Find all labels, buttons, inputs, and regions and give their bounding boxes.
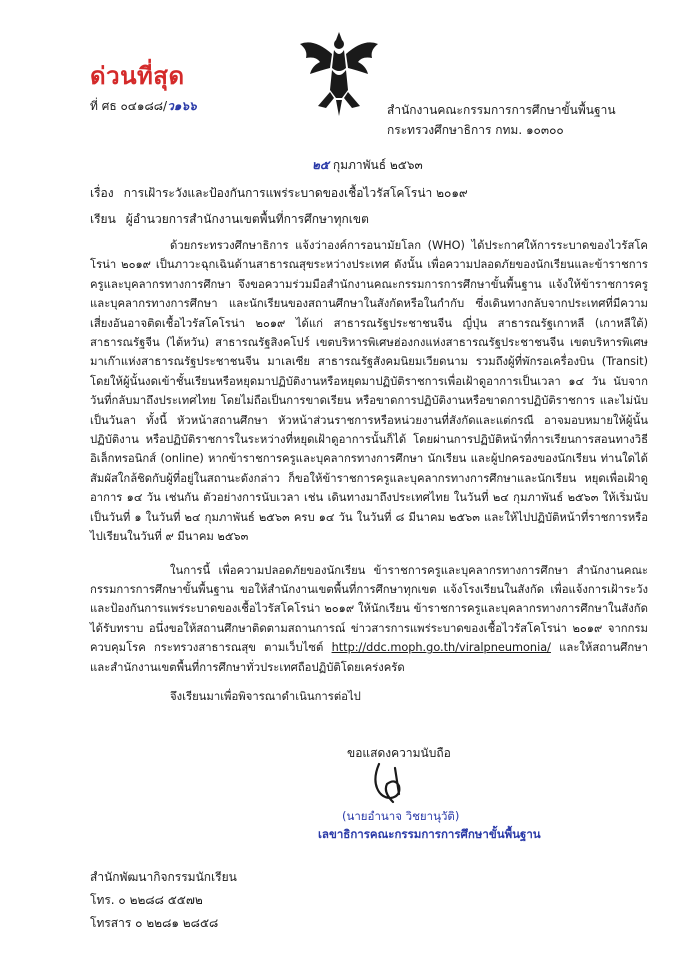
body-paragraph-2-text: ในการนี้ เพื่อความปลอดภัยของนักเรียน ข้าราชการครูและบุคลากรทางการศึกษา สำนักงานคณะกรรมการการศึกษาขั้นพื้นฐาน ขอให้สำนักงานเขตพื้นที่การศึกษาทุกเขต แจ้งโรงเรียนในสังกัด เพื่อแจ้งการเฝ้าระวังและป้องกันการแพร่ระบาดของเชื้อไวรัสโคโรน่า ๒๐๑๙ ให้นักเรียน ข้าราชการครูและบุคลากรทางการศึกษาในสังกัดได้รับทราบ อนึ่งขอให้สถานศึกษาติดตามสถานการณ์ ข่าวสารการแพร่ระบาดของเชื้อไวรัสโคโรน่า ๒๐๑๙ จากกรมควบคุมโรค กระทรวงสาธารณสุข ตามเว็บไซต์ — [90, 563, 648, 655]
subject-text: การเฝ้าระวังและป้องกันการแพร่ระบาดของเชื้อไวรัสโคโรน่า ๒๐๑๙ — [123, 186, 468, 200]
body-paragraph-1: ด้วยกระทรวงศึกษาธิการ แจ้งว่าองค์การอนามัยโลก (WHO) ได้ประกาศให้การระบาดของไวรัสโคโรน่า ๒๐๑๙ เป็นภาวะฉุกเฉินด้านสาธารณสุขระหว่างประเทศ ดังนั้น เพื่อความปลอดภัยของนักเรียนและข้าราชการครูและบุคลากรทางการศึกษา จึงขอความร่วมมือสำนักงานคณะกรรมการการศึกษาขั้นพื้นฐาน แจ้งให้ข้าราชการครูและบุคลากรทางการศึกษา และนักเรียนของสถานศึกษาในสังกัดหรือในกำกับ ซึ่งเดินทางกลับจากประเทศที่มีความเสี่ยงอันอาจติดเชื้อไวรัสโคโรน่า ๒๐๑๙ ได้แก่ สาธารณรัฐประชาชนจีน ญี่ปุ่น สาธารณรัฐเกาหลี (เกาหลีใต้) สาธารณรัฐจีน (ไต้หวัน) สาธารณรัฐสิงคโปร์ เขตบริหารพิเศษฮ่องกงแห่งสาธารณรัฐประชาชนจีน เขตบริหารพิเศษมาเก๊าแห่งสาธารณรัฐประชาชนจีน มาเลเซีย สาธารณรัฐสังคมนิยมเวียดนาม รวมถึงผู้ที่พักรอเครื่องบิน (Transit) โดยให้ผู้นั้นงดเข้าชั้นเรียนหรือหยุดมาปฏิบัติงานหรือหยุดมาปฏิบัติราชการเพื่อเฝ้าดูอาการเป็นเวลา ๑๔ วัน นับจากวันที่กลับมาถึงประเทศไทย โดยไม่ถือเป็นการขาดเรียน หรือขาดการปฏิบัติงานหรือขาดการปฏิบัติราชการ และไม่นับเป็นวันลา ทั้งนี้ หัวหน้าสถานศึกษา หัวหน้าส่วนราชการหรือหน่วยงานที่สังกัดและแต่กรณี อาจมอบหมายให้ผู้นั้นปฏิบัติงาน หรือปฏิบัติราชการในระหว่างที่หยุดเฝ้าดูอาการนั้นก็ได้ โดยผ่านการปฏิบัติหน้าที่การเรียนการสอนทางวิธีอิเล็กทรอนิกส์ (online) หากข้าราชการครูและบุคลากรทางการศึกษา นักเรียน และผู้ปกครองของนักเรียน ท่านใดได้สัมผัสใกล้ชิดกับผู้ที่อยู่ในสถานะดังกล่าว ก็ขอให้ข้าราชการครูและบุคลากรทางการศึกษาและนักเรียน หยุดเพื่อเฝ้าดูอาการ ๑๔ วัน เช่นกัน ตัวอย่างการนับเวลา เช่น เดินทางมาถึงประเทศไทย ในวันที่ ๒๔ กุมภาพันธ์ ๒๕๖๓ ให้เริ่มนับเป็นวันที่ ๑ ในวันที่ ๒๔ กุมภาพันธ์ ๒๕๖๓ ครบ ๑๔ วัน ในวันที่ ๘ มีนาคม ๒๕๖๓ และให้ไปปฏิบัติหน้าที่ราชการหรือไปเรียนในวันที่ ๙ มีนาคม ๒๕๖๓ — [90, 239, 648, 544]
ddc-website-link[interactable]: http://ddc.moph.go.th/viralpneumonia/ — [331, 641, 551, 655]
body-paragraph-2-end: และให้สถานศึกษาและสำนักงานเขตพื้นที่การศึกษาทั่วประเทศถือปฏิบัติโดยเคร่งครัด — [90, 641, 648, 674]
reference-number — [90, 97, 197, 116]
date-day: ๒๕ — [312, 158, 329, 172]
agency-address — [387, 100, 667, 140]
subject-label: เรื่อง — [90, 186, 114, 200]
reference-prefix: ที่ ศธ ๐๔๑๘๘/ — [90, 99, 168, 113]
recipient-text: ผู้อำนวยการสำนักงานเขตพื้นที่การศึกษาทุกเขต — [125, 212, 369, 226]
garuda-emblem-icon — [296, 28, 382, 118]
handwritten-signature-icon — [365, 758, 425, 808]
date-month-year: กุมภาพันธ์ ๒๕๖๓ — [329, 158, 423, 172]
agency-line-2: กระทรวงศึกษาธิการ กทม. ๑๐๓๐๐ — [387, 123, 564, 137]
letter-body — [90, 236, 648, 706]
recipient-label: เรียน — [90, 212, 116, 226]
office-fax: โทรสาร ๐ ๒๒๘๑ ๒๘๕๘ — [90, 916, 219, 930]
signer-title: เลขาธิการคณะกรรมการการศึกษาขั้นพื้นฐาน — [318, 827, 541, 841]
agency-line-1: สำนักงานคณะกรรมการการศึกษาขั้นพื้นฐาน — [387, 103, 616, 117]
body-paragraph-2 — [90, 561, 648, 677]
office-name: สำนักพัฒนากิจกรรมนักเรียน — [90, 870, 237, 884]
subject-line — [90, 184, 468, 203]
urgency-stamp: ด่วนที่สุด — [90, 61, 185, 90]
document-date — [312, 156, 423, 175]
closing-salutation: ขอแสดงความนับถือ — [347, 746, 451, 760]
reference-handwritten: ว๑๖๖ — [167, 99, 197, 113]
signer-name: (นายอำนาจ วิชยานุวัติ) — [342, 809, 460, 823]
contact-office — [90, 866, 237, 935]
body-paragraph-3: จึงเรียนมาเพื่อพิจารณาดำเนินการต่อไป — [170, 689, 361, 703]
office-phone: โทร. ๐ ๒๒๘๘ ๕๕๗๒ — [90, 893, 203, 907]
recipient-line — [90, 210, 369, 229]
